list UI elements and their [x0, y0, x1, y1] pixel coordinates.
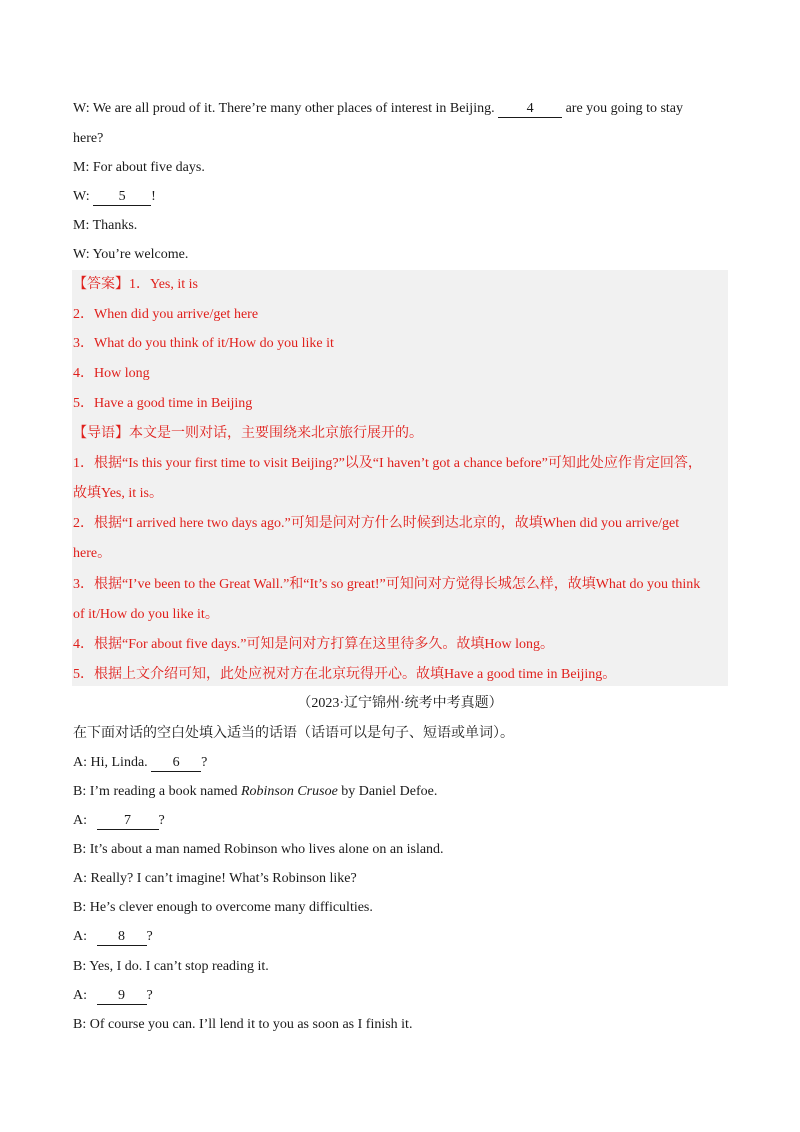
dialogue-line-b-clever: B: He’s clever enough to overcome many difficulties.: [73, 900, 373, 915]
explanation-2a: 2．根据“I arrived here two days ago.”可知是问对方什么时候到达北京的，故填When did you arrive/get: [73, 516, 680, 531]
dialogue-line-b-reading: [73, 783, 437, 801]
dialogue-text: ?: [146, 988, 153, 1003]
dialogue-line-w-blank5: [73, 188, 156, 206]
blank-6: 6: [151, 755, 201, 772]
dialogue-text: by Daniel Defoe.: [337, 784, 438, 799]
dialogue-text: ?: [201, 755, 208, 770]
dialogue-line-a-hi-linda: [73, 754, 207, 772]
source-caption: （2023·辽宁锦州·统考中考真题）: [297, 696, 503, 711]
blank-5: 5: [93, 189, 151, 206]
dialogue-line-a-blank8: [73, 928, 153, 946]
explanation-1b: 故填Yes, it is。: [73, 486, 163, 501]
dialogue-line-w-welcome: W: You’re welcome.: [73, 247, 189, 262]
answer-line-2: 2．When did you arrive/get here: [73, 307, 259, 322]
dialogue-line-b-about: B: It’s about a man named Robinson who lives alone on an island.: [73, 842, 444, 857]
explanation-1a: 1．根据“Is this your first time to visit Beijing?”以及“I haven’t got a chance before”可知此处应作肯定回答，: [73, 456, 702, 471]
dialogue-text: ?: [146, 929, 153, 944]
explanation-4: 4．根据“For about five days.”可知是问对方打算在这里待多久。故填How long。: [73, 637, 555, 652]
answer-line-5: 5．Have a good time in Beijing: [73, 396, 253, 411]
book-title: Robinson Crusoe: [240, 784, 338, 799]
dialogue-line-a-blank9: [73, 987, 153, 1005]
dialogue-line-b-of-course: B: Of course you can. I’ll lend it to you as soon as I finish it.: [73, 1017, 413, 1032]
dialogue-text: W:: [73, 189, 94, 204]
explanation-5: 5．根据上文介绍可知，此处应祝对方在北京玩得开心。故填Have a good time in Beijing。: [73, 667, 617, 682]
dialogue-line-a-really: A: Really? I can’t imagine! What’s Robinson like?: [73, 871, 357, 886]
dialogue-text: A:: [73, 929, 91, 944]
dialogue-line-m-thanks: M: Thanks.: [73, 218, 138, 233]
dialogue-line-m-five-days: M: For about five days.: [73, 160, 205, 175]
dialogue-text: !: [151, 189, 156, 204]
dialogue-line-w-proud: [73, 100, 683, 118]
blank-7: 7: [97, 813, 159, 830]
explanation-2b: here。: [73, 546, 112, 561]
dialogue-text: A:: [73, 988, 91, 1003]
blank-9: 9: [97, 988, 147, 1005]
dialogue-text: A:: [73, 813, 91, 828]
explanation-3a: 3．根据“I’ve been to the Great Wall.”和“It’s so great!”可知问对方觉得长城怎么样，故填What do you think: [73, 577, 701, 592]
instruction-line: 在下面对话的空白处填入适当的话语（话语可以是句子、短语或单词）。: [73, 726, 514, 741]
dialogue-line-a-blank7: [73, 812, 165, 830]
guide-line: 【导语】本文是一则对话，主要围绕来北京旅行展开的。: [73, 426, 423, 441]
answer-line-3: 3．What do you think of it/How do you like it: [73, 336, 334, 351]
dialogue-text: A: Hi, Linda.: [73, 755, 152, 770]
answer-line-1: 【答案】1．Yes, it is: [73, 277, 198, 292]
explanation-3b: of it/How do you like it。: [73, 607, 219, 622]
blank-4: 4: [498, 101, 562, 118]
dialogue-text: ?: [158, 813, 165, 828]
dialogue-text: are you going to stay: [562, 101, 684, 116]
answer-line-4: 4．How long: [73, 366, 150, 381]
dialogue-text: B: I’m reading a book named: [73, 784, 241, 799]
blank-8: 8: [97, 929, 147, 946]
dialogue-line-here: here?: [73, 131, 104, 146]
dialogue-line-b-yes: B: Yes, I do. I can’t stop reading it.: [73, 959, 269, 974]
dialogue-text: W: We are all proud of it. There’re many other places of interest in Beijing.: [73, 101, 499, 116]
